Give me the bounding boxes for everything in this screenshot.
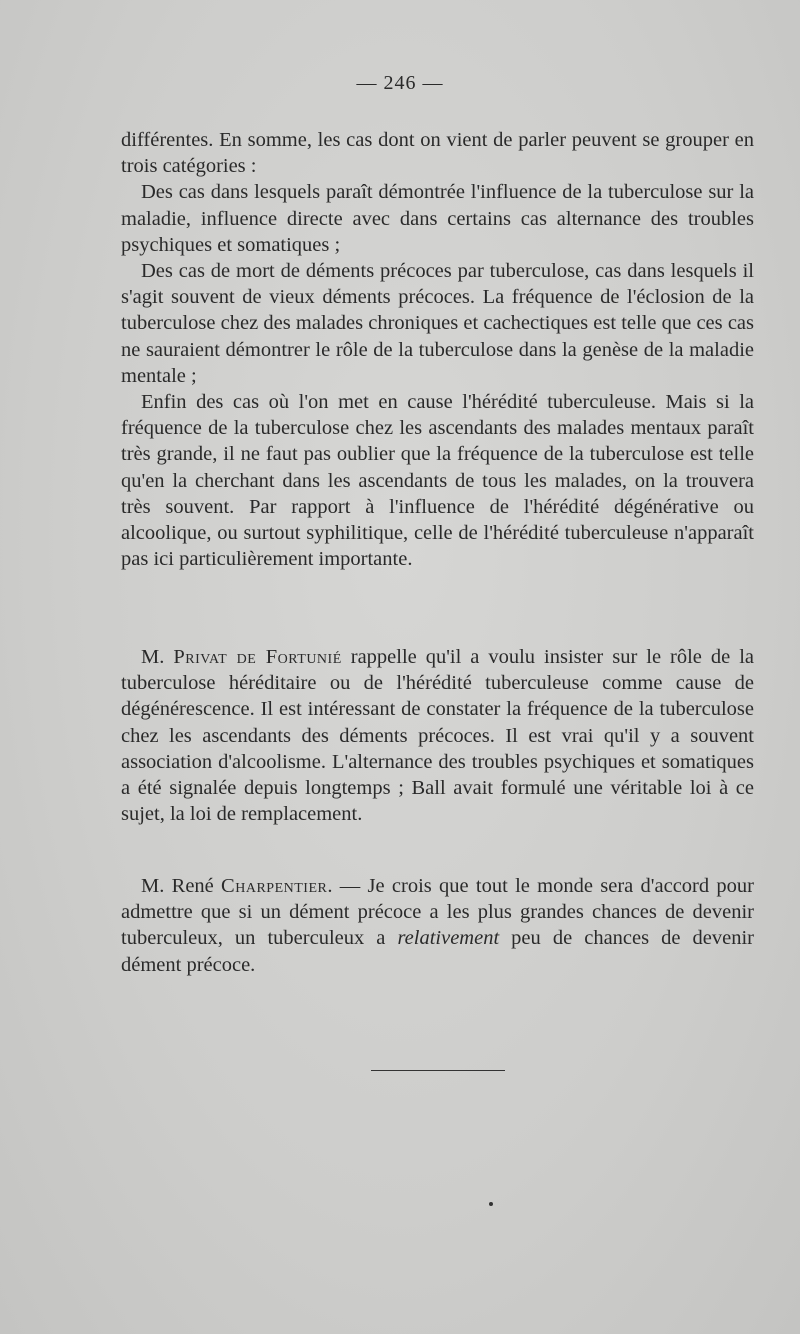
section-divider	[371, 1070, 505, 1071]
intervention-text: rappelle qu'il a voulu insister sur le rôle de la tuberculose héréditaire ou de l'hérédité tuberculeuse comme cause de dégénérescence. Il est intéressant de constater la fréquence de la tuberculose chez les ascendants des déments précoces. Il est vrai qu'il y a souvent association d'alcoolisme. L'alternance des troubles psychiques et somatiques a été signalée depuis longtemps ; Ball avait formulé une véritable loi à ce sujet, la loi de remplacement.	[121, 646, 754, 826]
speaker-name: Privat de Fortunié	[173, 646, 342, 668]
ink-speck	[489, 1202, 493, 1206]
intervention-charpentier	[121, 873, 754, 978]
speaker-name: Charpentier	[221, 875, 328, 897]
emphasized-word: relativement	[397, 927, 500, 950]
speaker-prefix: M. René	[141, 875, 222, 897]
discussion-summary	[121, 127, 754, 572]
paragraph-intervention	[121, 644, 754, 827]
intervention-text-end: peu de chances de devenir dément précoce.	[121, 927, 754, 976]
paragraph-categories-intro: différentes. En somme, les cas dont on vient de parler peuvent se grouper en trois catégories :	[121, 129, 754, 178]
paragraph-intervention	[121, 873, 754, 978]
intervention-privat-de-fortunie	[121, 644, 754, 827]
paragraph-category-1: Des cas dans lesquels paraît démontrée l'influence de la tuberculose sur la maladie, influence directe avec dans certains cas alternance des troubles psychiques et somatiques ;	[121, 181, 754, 256]
paragraph-category-2: Des cas de mort de déments précoces par tuberculose, cas dans lesquels il s'agit souvent de vieux déments précoces. La fréquence de l'éclosion de la tuberculose chez des malades chroniques et cachectiques est telle que ces cas ne sauraient démontrer le rôle de la tuberculose dans la genèse de la maladie mentale ;	[121, 260, 754, 387]
page-number: — 246 —	[356, 72, 444, 94]
paragraph-category-3: Enfin des cas où l'on met en cause l'hérédité tuberculeuse. Mais si la fréquence de la tuberculose chez les ascendants des malades mentaux paraît très grande, il ne faut pas oublier que la fréquence de la tuberculose est telle qu'en la cherchant dans les ascendants de tous les malades, on la trouvera très souvent. Par rapport à l'influence de l'hérédité dégénérative ou alcoolique, ou surtout syphilitique, celle de l'hérédité tuberculeuse n'apparaît pas ici particulièrement importante.	[121, 391, 754, 571]
intervention-text: . — Je crois que tout le monde sera d'accord pour admettre que si un dément précoce a les plus grandes chances de devenir tuberculeux, un tuberculeux a	[121, 875, 754, 950]
speaker-prefix: M.	[141, 646, 174, 668]
